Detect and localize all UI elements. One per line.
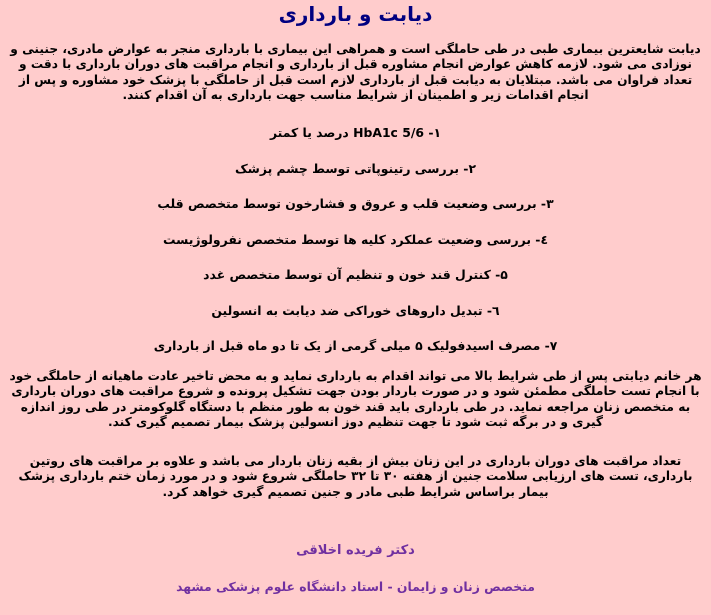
step-item: ۷- مصرف اسیدفولیک ۵ میلی گرمی از یک تا دو ماه قبل از بارداری [153,338,558,353]
step-item: ۳- بررسی وضعیت قلب و عروق و فشارخون توسط متخصص قلب [157,196,554,211]
intro-paragraph: دیابت شایعترین بیماری طبی در طی حاملگی است و همراهی این بیماری با بارداری منجر به عوارض مادری، جنینی و نوزادی می شود. لازمه کاهش عوارض انجام مشاوره قبل از بارداری و انجام مراقبت های دوران بارداری با دقت و تعداد فراوان می باشد. مبتلایان به دیابت قبل از بارداری لازم است قبل از حاملگی با پزشک خود مشاوره و پس از انجام اقدامات زیر و اطمینان از شرایط مناسب جهت بارداری به آن اقدام کنند. [10,42,701,103]
page-title: دیابت و بارداری [278,2,433,26]
step-item: ٤- بررسی وضعیت عملکرد کلیه ها توسط متخصص نفرولوژیست [162,231,549,247]
author-title: متخصص زنان و زایمان - استاد دانشگاه علوم پزشکی مشهد [176,579,535,594]
step-item: ۱- HbA1c 5/6 درصد یا کمتر [269,125,442,140]
step-item: ٦- تبدیل داروهای خوراکی ضد دیابت به انسولین [211,302,500,318]
prenatal-visits-paragraph: تعداد مراقبت های دوران بارداری در این زنان بیش از بقیه زنان باردار می باشد و علاوه بر مراقبت های روتین بارداری، تست های ارزیابی سلامت جنین از هفته ۳۰ تا ۳۲ حاملگی شروع شود و در مورد زمان ختم بارداری پزشک بیمار براساس شرایط طبی مادر و جنین تصمیم گیری خواهد کرد. [18,454,693,499]
step-item: ۲- بررسی رتینوپاتی توسط چشم پزشک [234,160,477,176]
pregnancy-care-paragraph: هر خانم دیابتی پس از طی شرایط بالا می تواند اقدام به بارداری نماید و به محض تاخیر عادت ماهیانه از حاملگی خود با انجام تست حاملگی مطمئن شود و در صورت باردار بودن جهت تشکیل پرونده و شروع مراقبت های دوران بارداری به متخصص زنان مراجعه نماید. در طی بارداری باید قند خون به طور منظم با دستگاه گلوکومتر در طی روز اندازه گیری و در برگه ثبت شود تا جهت تنظیم دوز انسولین پزشک بیمار تصمیم گیری کند. [9,369,702,430]
step-item: ۵- کنترل قند خون و تنظیم آن توسط متخصص غدد [203,267,508,282]
preconception-steps-list [0,124,711,373]
author-name: دکتر فریده اخلاقی [296,543,415,558]
